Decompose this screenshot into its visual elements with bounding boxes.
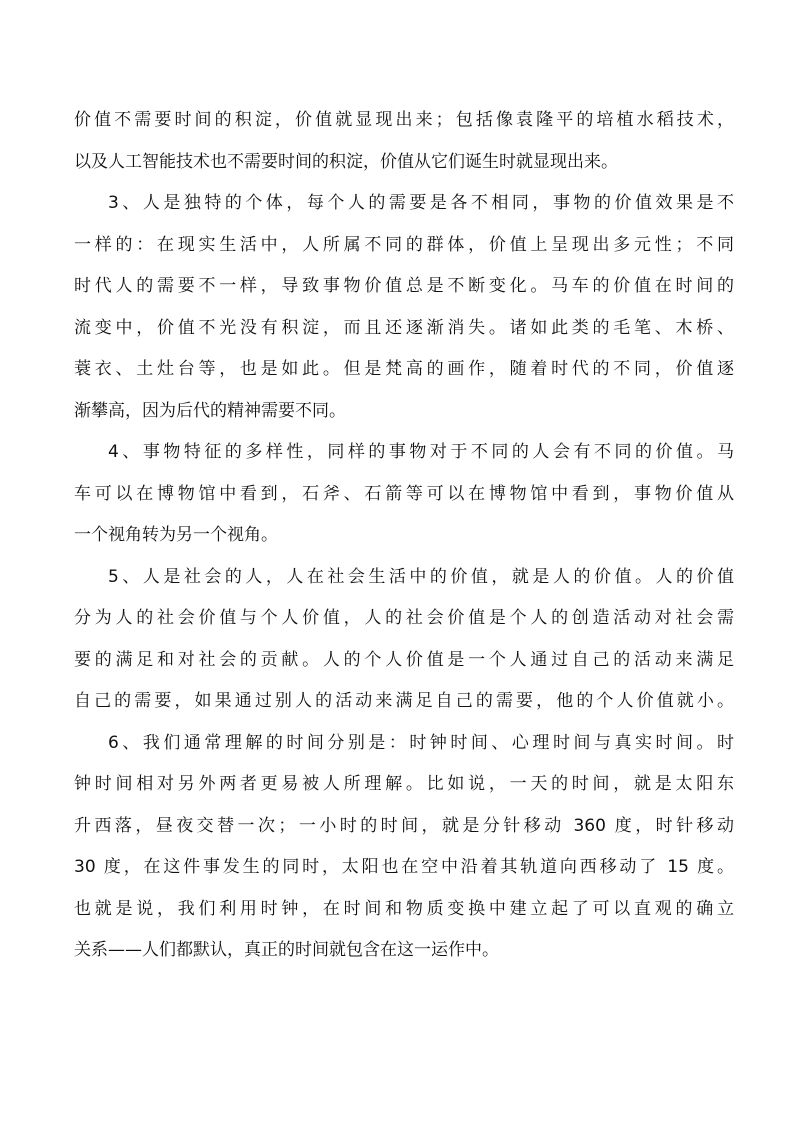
text-line: 时代人的需要不一样，导致事物价值总是不断变化。马车的价值在时间的 [74,276,734,296]
text-line: 升西落，昼夜交替一次；一小时的时间，就是分针移动 360 度，时针移动 [74,815,734,836]
text-line: 要的满足和对社会的贡献。人的个人价值是一个人通过自己的活动来满足 [74,649,734,670]
text-line: 一样的：在现实生活中，人所属不同的群体，价值上呈现出多元性；不同 [74,234,734,255]
text-line: 以及人工智能技术也不需要时间的积淀，价值从它们诞生时就显现出来。 [74,151,618,172]
text-line: 流变中，价值不光没有积淀，而且还逐渐消失。诸如此类的毛笔、木桥、 [74,317,734,338]
paragraph-3-start: 3、人是独特的个体，每个人的需要是各不相同，事物的价值效果是不 [108,193,734,213]
text-line: 车可以在博物馆中看到，石斧、石箭等可以在博物馆中看到，事物价值从 [74,483,734,504]
paragraph-6-start: 6、我们通常理解的时间分别是：时钟时间、心理时间与真实时间。时 [108,732,734,753]
text-line: 关系——人们都默认，真正的时间就包含在这一运作中。 [74,940,499,960]
text-line: 渐攀高，因为后代的精神需要不同。 [74,400,346,421]
text-line: 自己的需要，如果通过别人的活动来满足自己的需要，他的个人价值就小。 [74,691,734,711]
text-line: 分为人的社会价值与个人价值，人的社会价值是个人的创造活动对社会需 [74,608,734,628]
paragraph-5-start: 5、人是社会的人，人在社会生活中的价值，就是人的价值。人的价值 [108,566,734,587]
text-line: 钟时间相对另外两者更易被人所理解。比如说，一天的时间，就是太阳东 [74,774,734,794]
paragraph-4-start: 4、事物特征的多样性，同样的事物对于不同的人会有不同的价值。马 [108,442,734,462]
body-text [74,100,734,972]
text-line: 也就是说，我们利用时钟，在时间和物质变换中建立起了可以直观的确立 [74,898,734,919]
text-line: 蓑衣、土灶台等，也是如此。但是梵高的画作，随着时代的不同，价值逐 [74,359,734,379]
text-line: 一个视角转为另一个视角。 [74,525,278,545]
text-line: 价值不需要时间的积淀，价值就显现出来；包括像袁隆平的培植水稻技术， [74,110,734,130]
text-line: 30 度，在这件事发生的同时，太阳也在空中沿着其轨道向西移动了 15 度。 [74,857,734,877]
